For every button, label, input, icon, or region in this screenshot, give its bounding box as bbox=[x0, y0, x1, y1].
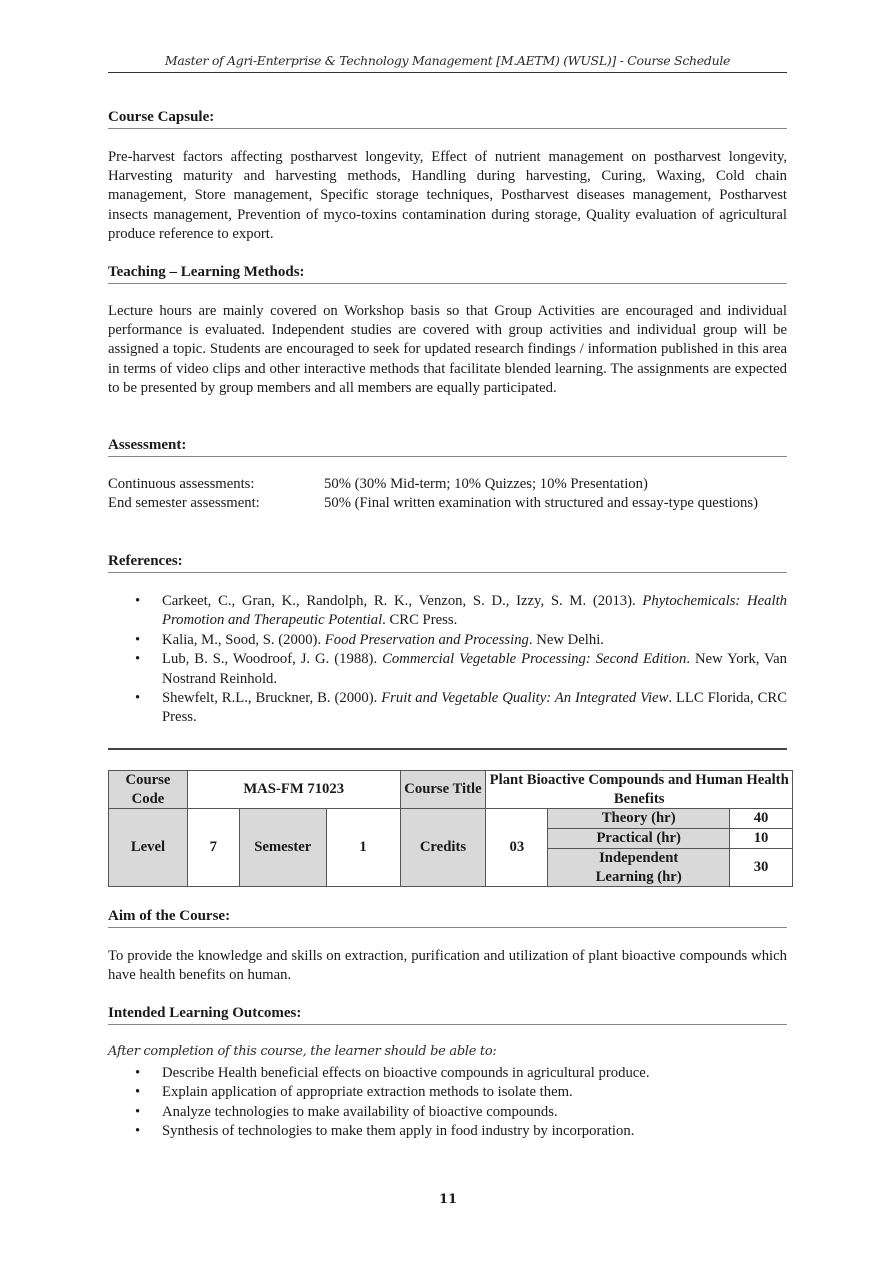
outcome-item: • Explain application of appropriate extraction methods to isolate them. bbox=[108, 1083, 787, 1102]
assessment-heading: Assessment: bbox=[108, 436, 787, 457]
assessment-label: End semester assessment: bbox=[108, 495, 260, 511]
independent-learning-hours-label: Independent Learning (hr) bbox=[548, 849, 730, 887]
assessment-value: 50% (Final written examination with structured and essay-type questions) bbox=[324, 495, 758, 511]
bullet-icon: • bbox=[135, 1103, 141, 1120]
semester-label: Semester bbox=[239, 809, 326, 887]
bullet-icon: • bbox=[135, 651, 141, 668]
outcome-item: • Analyze technologies to make availability of bioactive compounds. bbox=[108, 1103, 787, 1122]
aim-heading: Aim of the Course: bbox=[108, 907, 787, 928]
course-info-table bbox=[108, 770, 793, 887]
assessment-value: 50% (30% Mid-term; 10% Quizzes; 10% Presentation) bbox=[324, 476, 648, 492]
bullet-icon: • bbox=[135, 631, 141, 648]
teaching-methods-text: Lecture hours are mainly covered on Workshop basis so that Group Activities are encouraged and individual performance is evaluated. Independent studies are covered with group activities and individual group will be assigned a topic. Students are encouraged to seek for updated research findings / information published in this area in terms of video clips and other interactive methods that facilitate blended learning. The assignments are expected to be presented by group members and all members are equally participated. bbox=[108, 303, 787, 396]
credits-value: 03 bbox=[486, 809, 548, 887]
level-label: Level bbox=[109, 809, 188, 887]
aim-text: To provide the knowledge and skills on extraction, purification and utilization of plant bioactive compounds which have health benefits on human. bbox=[108, 948, 787, 984]
course-title-label: Course Title bbox=[400, 771, 486, 809]
reference-item: • Shewfelt, R.L., Bruckner, B. (2000). Fruit and Vegetable Quality: An Integrated View. LLC Florida, CRC Press. bbox=[135, 690, 787, 726]
bullet-icon: • bbox=[135, 1123, 141, 1140]
page-number: 11 bbox=[438, 1192, 458, 1207]
reference-item: • Kalia, M., Sood, S. (2000). Food Preservation and Processing. New Delhi. bbox=[108, 631, 787, 650]
bullet-icon: • bbox=[135, 1065, 141, 1081]
theory-hours-value: 40 bbox=[730, 809, 793, 829]
course-capsule-text: Pre-harvest factors affecting postharvest longevity, Effect of nutrient management on postharvest longevity, Harvesting maturity and harvesting methods, Handling during harvesting, Curing, Waxing, Cold chain management, Store management, Specific storage techniques, Postharvest diseases management, Postharvest insects management, Prevention of myco-toxins contamination during storage, Quality evaluation of agricultural produce reference to export. bbox=[108, 149, 787, 242]
semester-value: 1 bbox=[326, 809, 400, 887]
running-header: Master of Agri-Enterprise & Technology Management [M.AETM) (WUSL)] - Course Schedule bbox=[164, 53, 731, 68]
practical-hours-value: 10 bbox=[730, 829, 793, 849]
level-value: 7 bbox=[187, 809, 239, 887]
bullet-icon: • bbox=[135, 593, 141, 609]
teaching-methods-heading: Teaching – Learning Methods: bbox=[108, 263, 787, 284]
independent-learning-hours-value: 30 bbox=[730, 849, 793, 887]
course-capsule-heading: Course Capsule: bbox=[108, 108, 787, 129]
outcome-item: • Synthesis of technologies to make them apply in food industry by incorporation. bbox=[108, 1122, 787, 1141]
reference-item: • Lub, B. S., Woodroof, J. G. (1988). Commercial Vegetable Processing: Second Edition. New York, Van Nostrand Reinhold. bbox=[135, 651, 788, 687]
learning-outcomes-heading: Intended Learning Outcomes: bbox=[108, 1004, 787, 1025]
references-list bbox=[108, 592, 787, 728]
course-code-label: Course Code bbox=[109, 771, 188, 809]
course-title-value: Plant Bioactive Compounds and Human Health Benefits bbox=[486, 771, 793, 809]
section-divider bbox=[108, 748, 787, 750]
bullet-icon: • bbox=[135, 690, 141, 707]
learning-outcomes-intro: After completion of this course, the learner should be able to: bbox=[108, 1044, 497, 1059]
bullet-icon: • bbox=[135, 1084, 141, 1101]
outcome-item: • Describe Health beneficial effects on bioactive compounds in agricultural produce. bbox=[108, 1064, 787, 1083]
references-heading: References: bbox=[108, 552, 787, 573]
assessment-label: Continuous assessments: bbox=[108, 476, 255, 492]
header-rule bbox=[108, 72, 787, 73]
reference-item: • Carkeet, C., Gran, K., Randolph, R. K., Venzon, S. D., Izzy, S. M. (2013). Phytochemicals: Health Promotion and Therapeutic Potential. CRC Press. bbox=[135, 593, 787, 629]
theory-hours-label: Theory (hr) bbox=[548, 809, 730, 829]
learning-outcomes-list bbox=[108, 1064, 787, 1142]
course-code-value: MAS-FM 71023 bbox=[187, 771, 400, 809]
practical-hours-label: Practical (hr) bbox=[548, 829, 730, 849]
credits-label: Credits bbox=[400, 809, 486, 887]
